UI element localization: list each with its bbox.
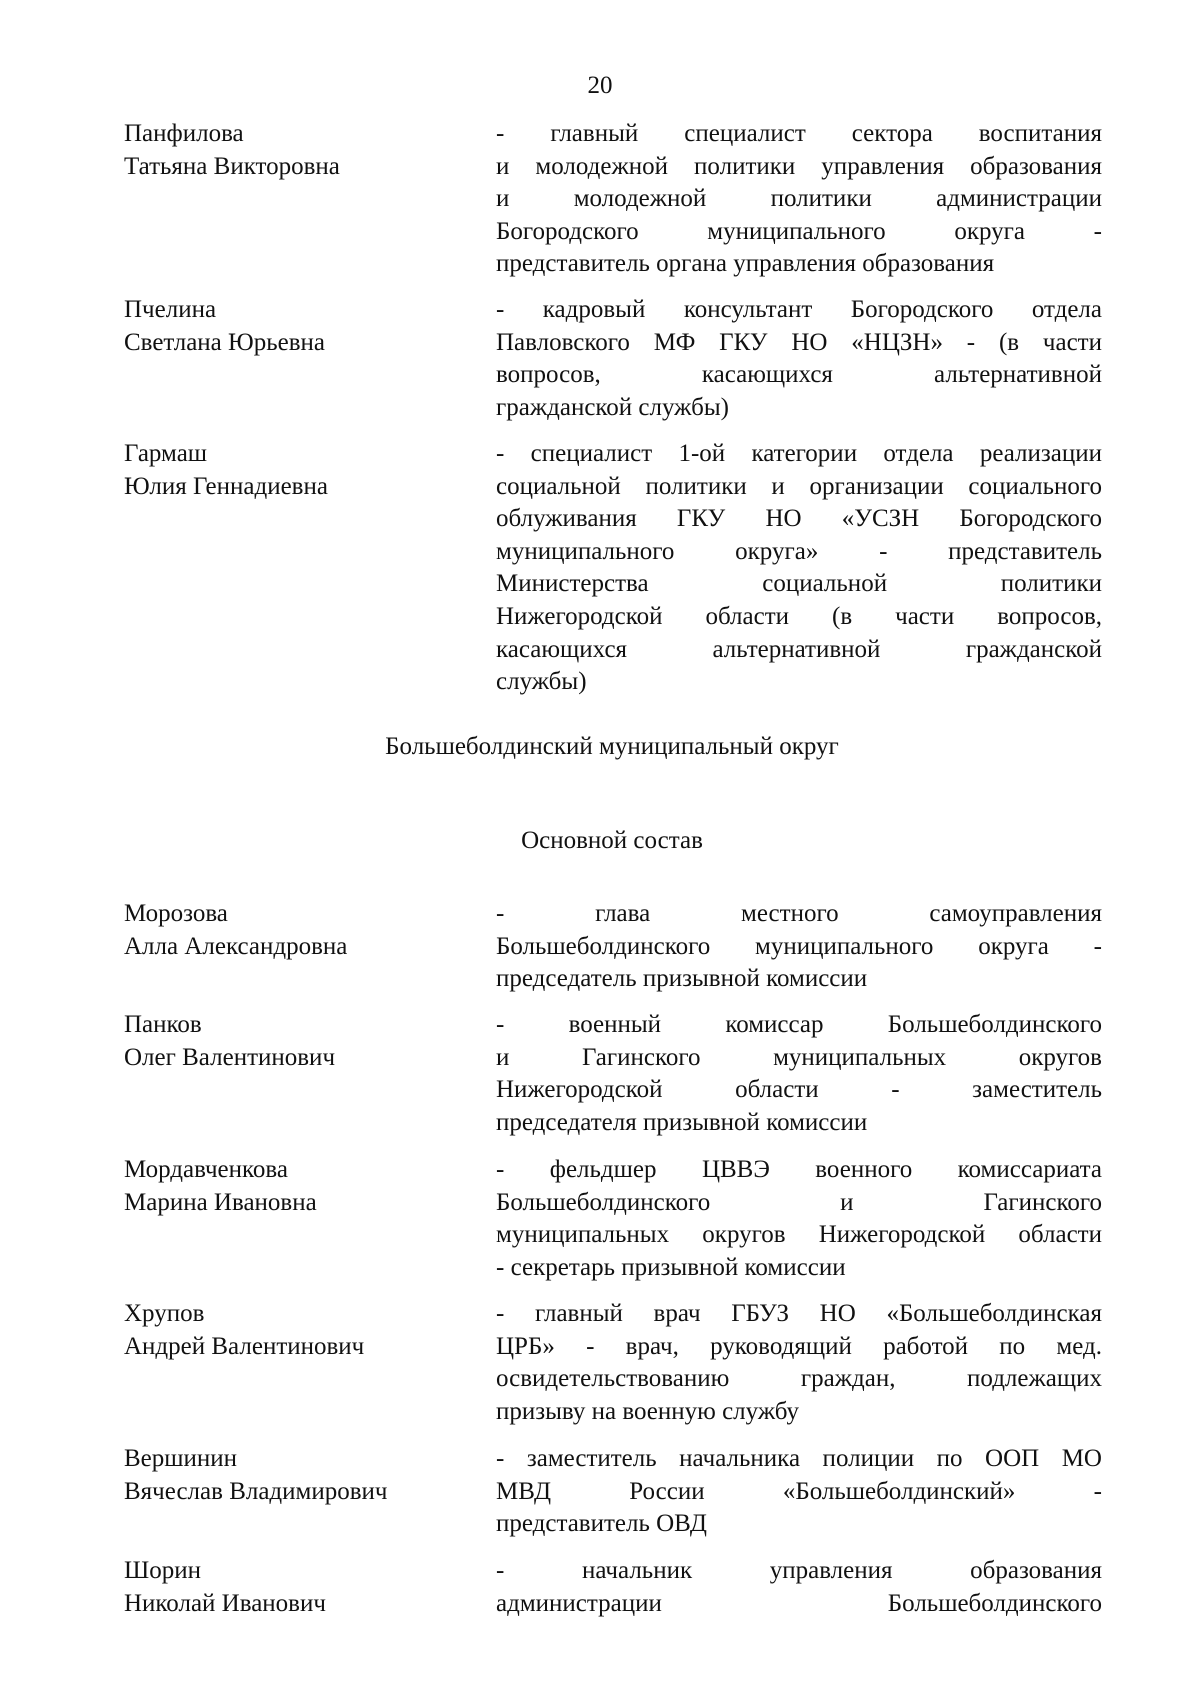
role-line: - заместитель начальника полиции по ООП МО [496, 1445, 1102, 1472]
role-line: Большеболдинского и Гагинского [496, 1188, 1102, 1216]
member-given-name: Андрей Валентинович [124, 1332, 365, 1360]
member-given-name: Юлия Геннадиевна [124, 472, 328, 500]
role-line: - военный комиссар Большеболдинского [496, 1011, 1102, 1038]
member-name [124, 1154, 484, 1219]
role-line: МВД России «Большеболдинский» - [496, 1477, 1102, 1505]
member-role [496, 1154, 1102, 1284]
member-role [496, 1555, 1102, 1620]
member-name [124, 898, 484, 963]
role-line: Павловского МФ ГКУ НО «НЦЗН» - (в части [496, 328, 1102, 356]
role-line: социальной политики и организации социального [496, 472, 1102, 500]
member-surname: Панков [124, 1011, 202, 1038]
member-surname: Панфилова [124, 120, 244, 147]
role-line: ЦРБ» - врач, руководящий работой по мед. [496, 1332, 1102, 1360]
role-line: - секретарь призывной комиссии [496, 1253, 846, 1281]
member-surname: Шорин [124, 1557, 201, 1584]
member-surname: Морозова [124, 900, 228, 927]
member-given-name: Светлана Юрьевна [124, 328, 326, 356]
member-role [496, 438, 1102, 699]
role-line: председателя призывной комиссии [496, 1108, 868, 1136]
role-line: - начальник управления образования [496, 1557, 1102, 1584]
member-role [496, 118, 1102, 281]
role-line: и молодежной политики администрации [496, 185, 1102, 213]
member-surname: Мордавченкова [124, 1156, 288, 1183]
role-line: Богородского муниципального округа - [496, 217, 1102, 245]
role-line: муниципальных округов Нижегородской области [496, 1221, 1102, 1249]
member-given-name: Марина Ивановна [124, 1188, 317, 1216]
role-line: муниципального округа» - представитель [496, 537, 1102, 565]
member-name [124, 1009, 484, 1074]
role-line: Нижегородской области (в части вопросов, [496, 602, 1102, 630]
member-given-name: Вячеслав Владимирович [124, 1477, 388, 1505]
member-name [124, 438, 484, 503]
role-line: - кадровый консультант Богородского отдела [496, 296, 1102, 323]
role-line: Большеболдинского муниципального округа - [496, 932, 1102, 960]
member-surname: Гармаш [124, 440, 208, 467]
member-surname: Хрупов [124, 1300, 205, 1327]
member-surname: Вершинин [124, 1445, 238, 1472]
member-role [496, 1298, 1102, 1428]
member-role [496, 294, 1102, 424]
district-heading: Большеболдинский муниципальный округ [385, 733, 839, 760]
member-name [124, 118, 484, 183]
role-line: службы) [496, 668, 587, 696]
member-given-name: Николай Иванович [124, 1589, 326, 1617]
role-line: - глава местного самоуправления [496, 900, 1102, 927]
role-line: - специалист 1-ой категории отдела реализации [496, 440, 1102, 467]
role-line: - главный врач ГБУЗ НО «Большеболдинская [496, 1300, 1102, 1327]
page-number: 20 [587, 72, 613, 99]
role-line: Нижегородской области - заместитель [496, 1076, 1102, 1104]
role-line: - фельдшер ЦВВЭ военного комиссариата [496, 1156, 1102, 1183]
role-line: облуживания ГКУ НО «УСЗН Богородского [496, 505, 1102, 533]
role-line: освидетельствованию граждан, подлежащих [496, 1365, 1102, 1393]
role-line: администрации Большеболдинского [496, 1589, 1102, 1617]
role-line: вопросов, касающихся альтернативной [496, 361, 1102, 389]
role-line: и Гагинского муниципальных округов [496, 1043, 1102, 1071]
member-name [124, 1298, 484, 1363]
member-name [124, 1443, 484, 1508]
role-line: председатель призывной комиссии [496, 965, 868, 993]
role-line: касающихся альтернативной гражданской [496, 635, 1102, 663]
member-role [496, 1443, 1102, 1541]
role-line: призыву на военную службу [496, 1397, 800, 1425]
member-given-name: Олег Валентинович [124, 1043, 336, 1071]
role-line: - главный специалист сектора воспитания [496, 120, 1102, 147]
member-role [496, 898, 1102, 996]
member-surname: Пчелина [124, 296, 217, 323]
member-name [124, 1555, 484, 1620]
role-line: гражданской службы) [496, 393, 729, 421]
composition-heading: Основной состав [521, 827, 703, 854]
member-name [124, 294, 484, 359]
role-line: представитель органа управления образования [496, 250, 995, 278]
member-given-name: Татьяна Викторовна [124, 152, 340, 180]
member-role [496, 1009, 1102, 1139]
role-line: Министерства социальной политики [496, 570, 1102, 598]
role-line: и молодежной политики управления образования [496, 152, 1102, 180]
member-given-name: Алла Александровна [124, 932, 348, 960]
role-line: представитель ОВД [496, 1510, 707, 1538]
